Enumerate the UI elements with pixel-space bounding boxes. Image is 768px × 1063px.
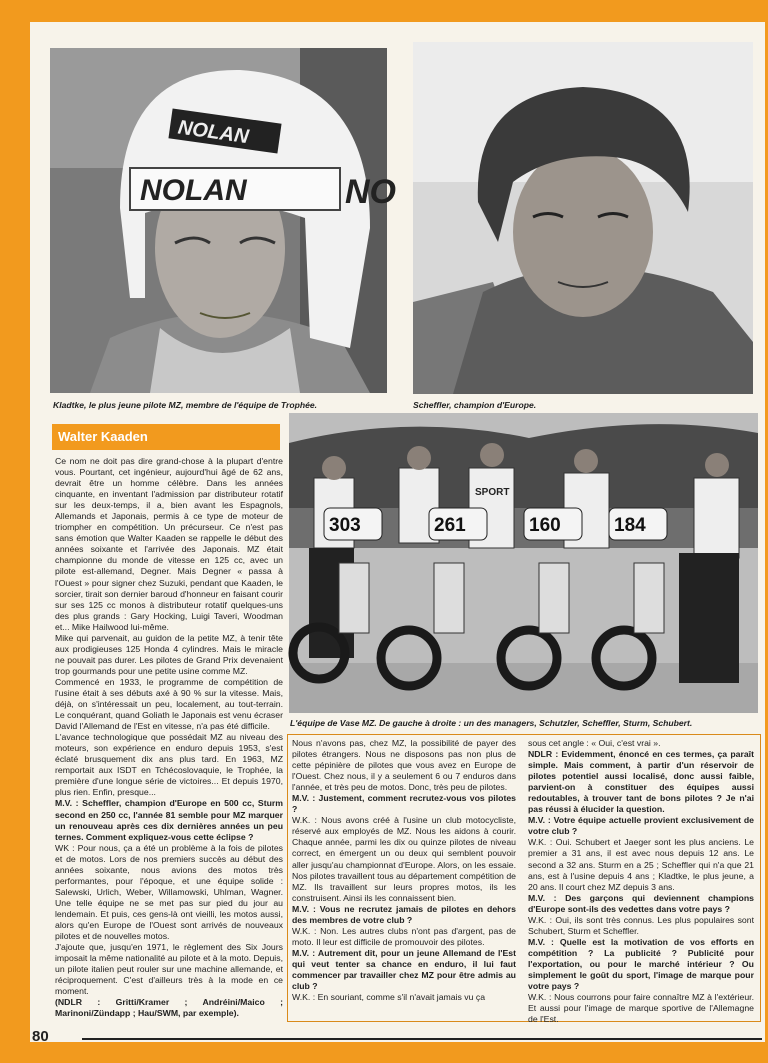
interview-answer: W.K. : Oui. Schubert et Jaeger sont les plus anciens. Le premier a 31 ans, il est avec nous depuis 12 ans. Le second a 32 ans. Sturm en a 25 ; Scheffler qui n'a que 21 ans, est à l'usine depuis 4 ans ; Kladtke, le plus jeune, a 20 ans. Il court chez MZ depuis 3 ans. (528, 837, 754, 892)
shirt-sponsor-text: SPORT (475, 487, 510, 498)
intro-paragraph-2: Mike qui parvenait, au guidon de la petite MZ, à tenir tête aux prodigieuses 125 Honda 4 cylindres. Mais le miracle ne pouvait pas durer. Les pilotes de Grand Prix devenaient trop gourmands pour une petite usine comme MZ. (55, 632, 283, 676)
interview-answer: J'ajoute que, jusqu'en 1971, le règlement des Six Jours imposait la même nationalité au pilote et à la moto. Depuis, un pilote italien peut rouler sur une machine allemande, et réciproquement. C'est d'ailleurs très à la mode en ce moment. (55, 942, 283, 997)
caption-team: L'équipe de Vase MZ. De gauche à droite : un des managers, Schutzler, Scheffler, Sturm, Schubert. (290, 718, 693, 728)
caption-scheffler: Scheffler, champion d'Europe. (413, 400, 537, 410)
interview-answer: W.K. : Nous courrons pour faire connaître MZ à l'extérieur. Et aussi pour l'image de marque sportive de l'Allemagne de l'Est. (528, 992, 754, 1025)
helmet-logo-side: NO (345, 173, 396, 211)
photo-mz-team (289, 413, 758, 713)
interview-answer: WK : Pour nous, ça a été un problème à la fois de pilotes et de motos. Lors de nos premiers succès au début des années soixante, nous avions des motos très performantes, pour l'époque, et une équipe solide : Salewski, Urlich, Weber, Willamowski, Uhlman, Wagner. Une telle équipe ne se met pas sur pied du jour au lendemain. Et puis, ces gens-là ont vieilli, les motos aussi, alors qu'en Europe de l'Ouest sont arrivés de nouveaux pilotes et de nouvelles motos. (55, 842, 283, 942)
interview-question: M.V. : Justement, comment recrutez-vous vos pilotes ? (292, 793, 516, 815)
interview-paragraph: L'avance technologique que possédait MZ au niveau des moteurs, son expérience en enduro depuis 1953, s'est éclaté brusquement dix ans plus tard. En 1963, MZ remportait aux ISDT en Tchécoslovaquie, le Trophée, la première d'une longue série de victoires... Et depuis 1970, plus rien. Enfin, presque... (55, 732, 283, 798)
footer-rule (82, 1038, 762, 1040)
interview-answer: W.K. : Oui, ils sont très connus. Les plus populaires sont Schubert, Sturm et Scheffler. (528, 914, 754, 936)
interview-question: M.V. : Votre équipe actuelle provient exclusivement de votre club ? (528, 815, 754, 837)
interview-answer: sous cet angle : « Oui, c'est vrai ». (528, 738, 661, 748)
race-number-4: 184 (614, 515, 646, 536)
race-number-2: 261 (434, 515, 466, 536)
interview-question: M.V. : Scheffler, champion d'Europe en 500 cc, Sturm second en 250 cc, l'année 81 semble pour MZ marquer un renouveau après ces dix dernières années un peu ternes. Comment expliquez-vous cette éclipse ? (55, 798, 283, 842)
interview-question: M.V. : Vous ne recrutez jamais de pilotes en dehors des membres de votre club ? (292, 903, 516, 925)
intro-paragraph-1: Ce nom ne doit pas dire grand-chose à la plupart d'entre vous. Pourtant, cet ingénieur, aujourd'hui âgé de 62 ans, devrait être un homme célèbre. Dans les années cinquante, en inventant l'admission par distributeur rotatif sur les deux-temps, il a, bien avant les Espagnols, Allemands et Japonais, permis à ce type de moteur de triompher en compétition. Un précurseur. Ce n'est pas sans émotion que Walter Kaaden se rappelle le début des années soixante et l'arrivée des Japonais. MZ était championne du monde de vitesse en 125 cc, avec un pilote est-allemand, Degner. Mais Degner « passa à l'Ouest » pour signer chez Suzuki, pendant que Kaaden, le sorcier, tirait son dernier baroud d'honneur en faisant courir sur ses 125 cc monos à distributeur rotatif quelques-uns des plus grands : Gary Hocking, Luigi Taveri, Woodman et... Mike Hailwood lui-même. (55, 456, 283, 632)
article-column-2 (292, 738, 516, 1016)
photo-kladtke (50, 48, 396, 393)
interview-answer: W.K. : Nous avons créé à l'usine un club motocycliste, réservé aux employés de MZ. Nous les aidons à courir. Chaque année, parmi les dix ou quinze pilotes de niveau correct, en émergent un ou deux qui semblent pouvoir aller jusqu'au championnat d'Europe. Alors, on les essaie. Nos pilotes travaillent tous au département compétition de MZ. Ils travaillent sur leurs propres motos, ils les construisent. Ainsi ils les connaissent bien. (292, 815, 516, 903)
caption-kladtke: Kladtke, le plus jeune pilote MZ, membre de l'équipe de Trophée. (53, 400, 318, 410)
page-number: 80 (32, 1028, 49, 1045)
editor-note: NDLR : Evidemment, énoncé en ces termes, ça paraît simple. Mais comment, à partir d'un réservoir de pilotes potentiel aussi localisé, donc aussi faible, parvient-on à constituer des équipes aussi redoutables, à trouver tant de bons pilotes ? Je n'ai pas réussi à élucider la question. (528, 749, 754, 815)
interview-answer: W.K. : Non. Les autres clubs n'ont pas d'argent, pas de moto. Il leur est difficile de promouvoir des pilotes. (292, 925, 516, 947)
photo-scheffler (413, 42, 753, 394)
interview-question: M.V. : Des garçons qui deviennent champions d'Europe sont-ils des vedettes dans votre pays ? (528, 892, 754, 914)
editor-note: (NDLR : Gritti/Kramer ; Andréini/Maico ; Marinoni/Zündapp ; Hau/SWM, par exemple). (55, 997, 283, 1019)
article-column-1 (55, 456, 283, 1019)
interview-answer: W.K. : En souriant, comme s'il n'avait jamais vu ça (292, 992, 486, 1003)
interview-question: M.V. : Quelle est la motivation de vos efforts en compétition ? La publicité ? Publicité pour l'exportation, ou pour le marché intérieur ? Ou simplement le goût du sport, l'image de marque pour votre pays ? (528, 936, 754, 992)
helmet-logo-top: NOLAN (176, 116, 250, 149)
race-number-1: 303 (329, 515, 361, 536)
race-number-3: 160 (529, 515, 561, 536)
interview-question: M.V. : Autrement dit, pour un jeune Allemand de l'Est qui veut tenter sa chance en enduro, il lui faut commencer par travailler chez MZ pour être admis au club ? (292, 947, 516, 992)
helmet-logo-front: NOLAN (140, 174, 247, 207)
article-title: Walter Kaaden (52, 424, 280, 450)
interview-answer: Nous n'avons pas, chez MZ, la possibilité de payer des pilotes étrangers. Nous ne disposons pas non plus de cette pépinière de pilotes que vous avez en Europe de l'Ouest. Chez nous, il y a seulement 6 ou 7 enduros dans l'année, et très peu de motos. Donc, très peu de pilotes. (292, 738, 516, 793)
intro-paragraph-3: Commencé en 1933, le programme de compétition de l'usine était à ses débuts axé à 90 % sur la vitesse. Mais, déjà, on s'intéressait un peu, localement, au tout-terrain. Le conquérant, quand Goliath le Japonais est venu écraser David l'Allemand de l'Est en vitesse, n'a pas été difficile. (55, 676, 283, 732)
article-column-3 (528, 738, 754, 1025)
